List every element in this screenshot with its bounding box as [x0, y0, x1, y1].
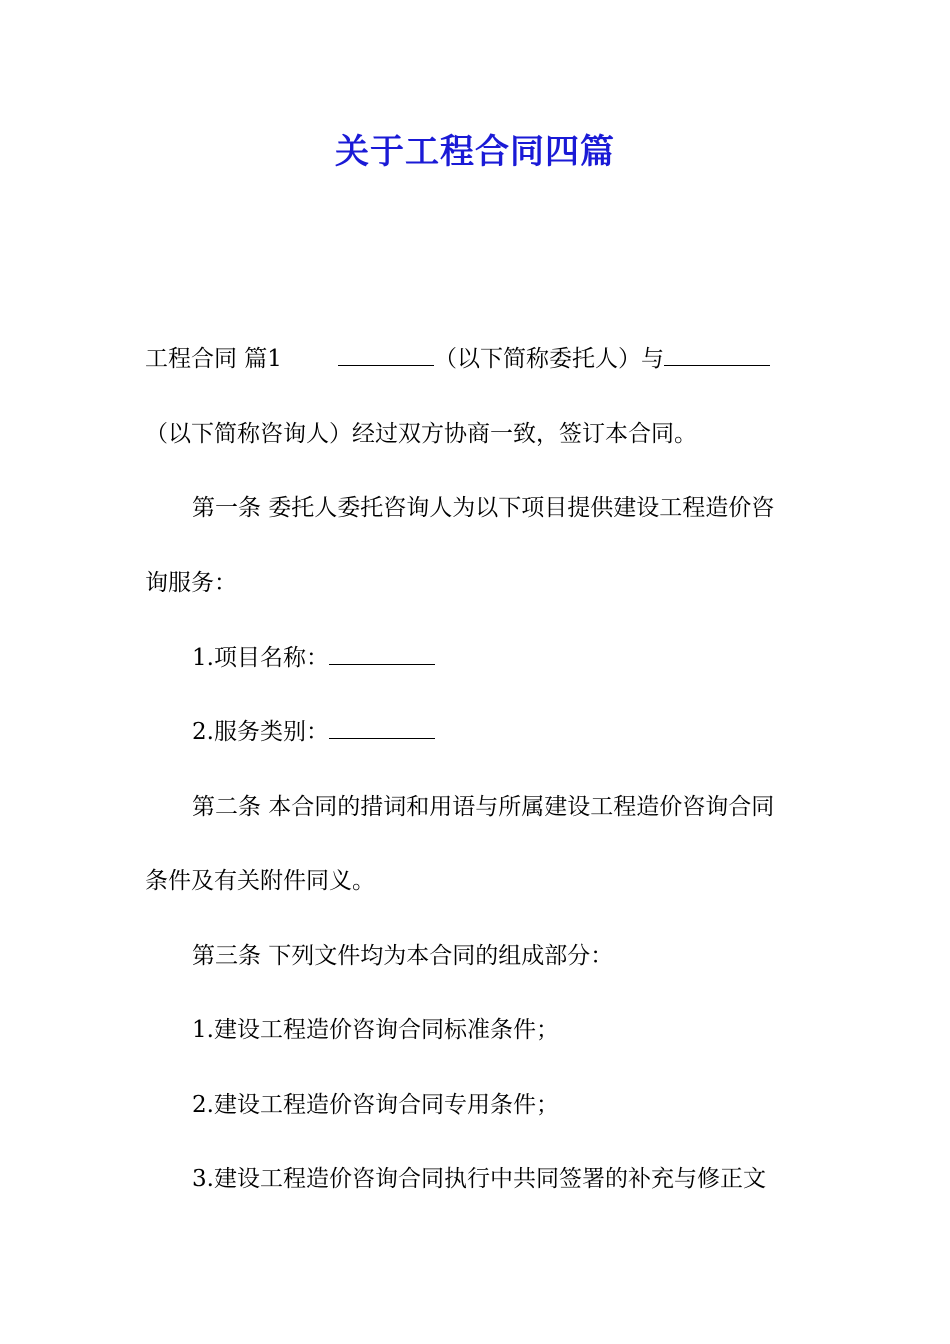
- blank-field: [329, 642, 435, 665]
- section-heading: 工程合同 篇1: [145, 346, 282, 372]
- blank-field: [329, 716, 435, 739]
- article-1-line: 询服务：: [145, 570, 237, 596]
- article-3-line: 第三条 下列文件均为本合同的组成部分：: [192, 943, 614, 969]
- article-2-line: 条件及有关附件同义。: [145, 868, 375, 894]
- list-item: 1.建设工程造价咨询合同标准条件；: [192, 1017, 559, 1043]
- item-label: 1.项目名称：: [192, 645, 329, 671]
- document-title: 关于工程合同四篇: [335, 132, 615, 172]
- list-item: 2.建设工程造价咨询合同专用条件；: [192, 1092, 559, 1118]
- article-2-line: 第二条 本合同的措词和用语与所属建设工程造价咨询合同: [192, 794, 775, 820]
- paragraph-text: （以下简称委托人）与: [433, 346, 664, 372]
- blank-field: [664, 343, 770, 366]
- list-item: [192, 642, 435, 674]
- article-1-line: 第一条 委托人委托咨询人为以下项目提供建设工程造价咨: [192, 495, 775, 521]
- paragraph-line: （以下简称咨询人）经过双方协商一致，签订本合同。: [145, 421, 697, 447]
- list-item: 3.建设工程造价咨询合同执行中共同签署的补充与修正文: [192, 1166, 766, 1192]
- item-label: 2.服务类别：: [192, 719, 329, 745]
- blank-field: [338, 343, 434, 366]
- list-item: [192, 716, 435, 748]
- paragraph-line: [145, 343, 770, 375]
